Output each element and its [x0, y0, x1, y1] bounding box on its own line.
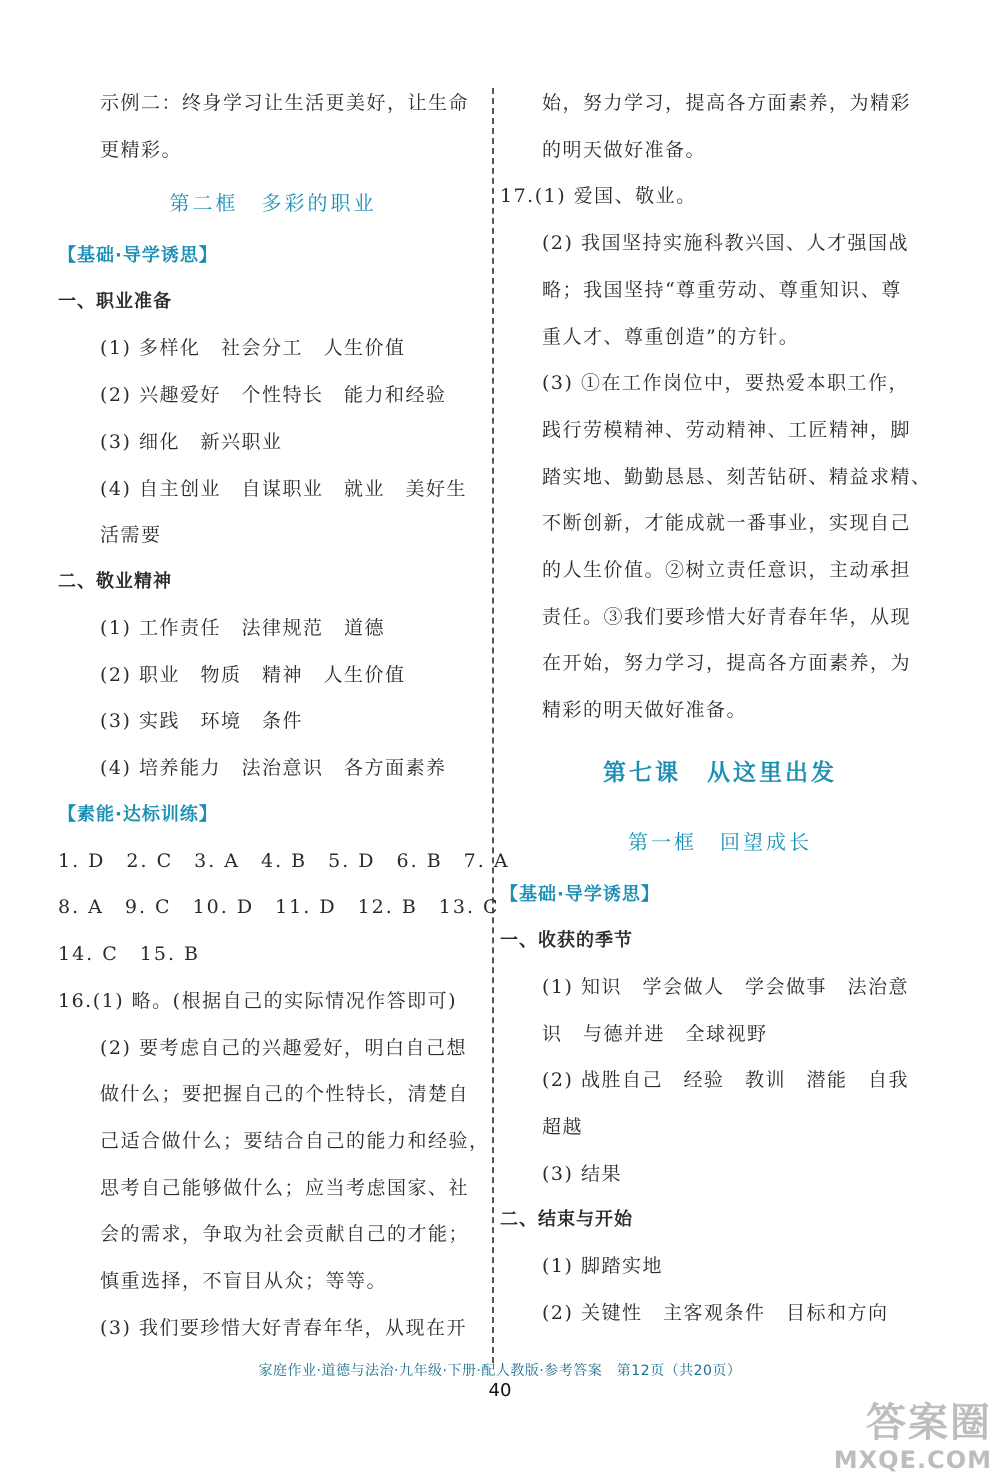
watermark	[817, 1400, 992, 1480]
answer-line: (2) 职业 物质 精神 人生价值	[100, 663, 406, 686]
question-answer: 践行劳模精神、劳动精神、工匠精神，脚	[542, 418, 912, 441]
text-line: 的明天做好准备。	[542, 138, 707, 161]
question-answer: 17.(1) 爱国、敬业。	[500, 185, 697, 208]
answer-line: (3) 结果	[542, 1162, 622, 1185]
section-title: 第一框 回望成长	[628, 829, 812, 854]
watermark-url: MXQE.COM	[833, 1446, 992, 1474]
section-tag: 【基础·导学诱思】	[58, 245, 218, 267]
watermark-logo: 答案圈	[866, 1400, 992, 1446]
answer-line: (2) 兴趣爱好 个性特长 能力和经验	[100, 384, 447, 407]
answer-line: 超越	[542, 1115, 584, 1138]
question-answer: 的人生价值。②树立责任意识，主动承担	[542, 559, 912, 582]
question-answer: 16.(1) 略。(根据自己的实际情况作答即可)	[58, 989, 457, 1012]
question-answer: 做什么；要把握自己的个性特长，清楚自	[100, 1083, 470, 1106]
answer-line: 活需要	[100, 524, 162, 547]
question-answer: 责任。③我们要珍惜大好青春年华，从现	[542, 605, 912, 628]
question-answer: (3) 我们要珍惜大好青春年华，从现在开	[100, 1316, 467, 1339]
choice-answers: 14. C 15. B	[58, 943, 201, 966]
subheading: 二、敬业精神	[58, 570, 172, 592]
text-line: 始，努力学习，提高各方面素养，为精彩	[542, 92, 912, 114]
question-answer: 在开始，努力学习，提高各方面素养，为	[542, 652, 912, 675]
question-answer: 踏实地、勤勤恳恳、刻苦钻研、精益求精、	[542, 465, 932, 488]
left-column	[58, 80, 510, 1351]
section-title: 第二框 多彩的职业	[169, 191, 377, 216]
question-answer: (3) ①在工作岗位中，要热爱本职工作，	[542, 372, 909, 395]
answer-line: (1) 工作责任 法律规范 道德	[100, 616, 385, 639]
question-answer: 精彩的明天做好准备。	[542, 699, 748, 722]
answer-line: 识 与德并进 全球视野	[542, 1022, 768, 1045]
page-footer: 家庭作业·道德与法治·九年级·下册·配人教版·参考答案 第12页（共20页）	[258, 1363, 742, 1379]
question-answer: 己适合做什么；要结合自己的能力和经验，	[100, 1129, 490, 1152]
answer-line: (4) 培养能力 法治意识 各方面素养	[100, 757, 447, 780]
answer-line: (1) 多样化 社会分工 人生价值	[100, 337, 406, 360]
answer-line: (2) 战胜自己 经验 教训 潜能 自我	[542, 1069, 909, 1092]
column-divider	[492, 88, 494, 1363]
question-answer: 重人才、尊重创造”的方针。	[542, 325, 800, 348]
page-number: 40	[488, 1380, 512, 1401]
question-answer: (2) 我国坚持实施科教兴国、人才强国战	[542, 232, 909, 255]
answer-line: (3) 实践 环境 条件	[100, 710, 303, 733]
subheading: 二、结束与开始	[500, 1209, 633, 1231]
subheading: 一、收获的季节	[500, 929, 633, 951]
lesson-title: 第七课 从这里出发	[603, 758, 837, 786]
text-line: 更精彩。	[100, 138, 183, 161]
section-tag: 【素能·达标训练】	[58, 803, 218, 825]
answer-line: (3) 细化 新兴职业	[100, 430, 283, 453]
answer-line: (4) 自主创业 自谋职业 就业 美好生	[100, 477, 467, 500]
question-answer: 略；我国坚持“尊重劳动、尊重知识、尊	[542, 278, 902, 301]
right-column	[500, 80, 940, 1337]
section-tag: 【基础·导学诱思】	[500, 883, 660, 905]
answer-line: (2) 关键性 主客观条件 目标和方向	[542, 1302, 889, 1325]
answer-line: (1) 知识 学会做人 学会做事 法治意	[542, 975, 909, 998]
question-answer: 慎重选择，不盲目从众；等等。	[100, 1270, 388, 1293]
question-answer: 思考自己能够做什么；应当考虑国家、社	[100, 1176, 470, 1199]
question-answer: 会的需求，争取为社会贡献自己的才能；	[100, 1223, 470, 1246]
choice-answers: 8. A 9. C 10. D 11. D 12. B 13. C	[58, 896, 500, 919]
question-answer: 不断创新，才能成就一番事业，实现自己	[542, 512, 912, 535]
text-line: 示例二：终身学习让生活更美好，让生命	[100, 92, 470, 114]
question-answer: (2) 要考虑自己的兴趣爱好，明白自己想	[100, 1036, 467, 1059]
choice-answers: 1. D 2. C 3. A 4. B 5. D 6. B 7. A	[58, 849, 510, 872]
answer-line: (1) 脚踏实地	[542, 1255, 663, 1278]
subheading: 一、职业准备	[58, 291, 172, 313]
